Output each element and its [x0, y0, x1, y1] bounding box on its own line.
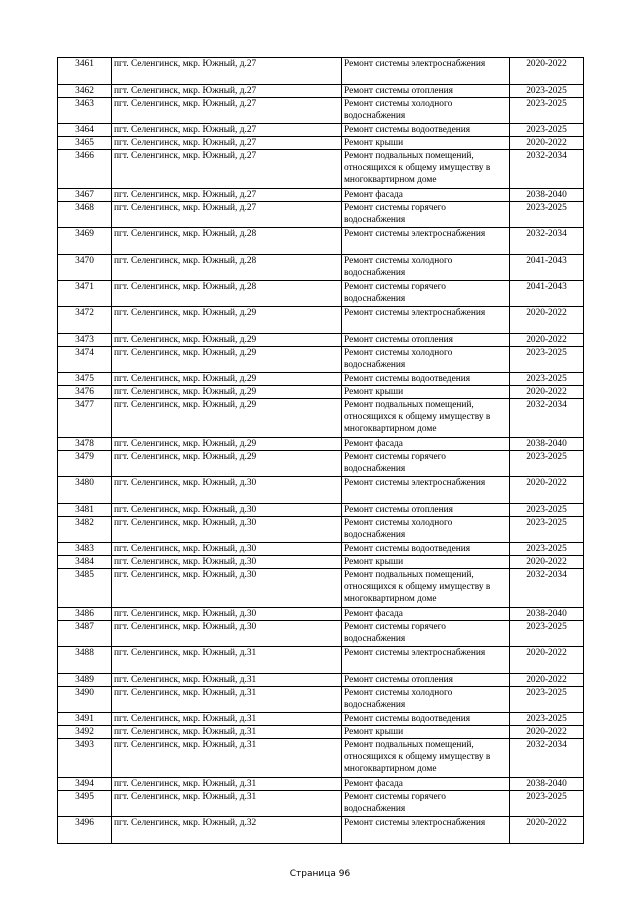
row-number: 3467 — [58, 189, 112, 202]
row-number: 3463 — [58, 98, 112, 124]
period-cell: 2020-2022 — [510, 334, 584, 347]
table-row — [58, 281, 584, 307]
table-row — [58, 621, 584, 647]
table-row — [58, 307, 584, 334]
work-type-cell: Ремонт крыши — [342, 137, 510, 150]
period-cell: 2020-2022 — [510, 58, 584, 85]
address-cell: пгт. Селенгинск, мкр. Южный, д.30 — [112, 477, 342, 504]
work-type-cell: Ремонт системы холодного водоснабжения — [342, 255, 510, 281]
period-cell: 2020-2022 — [510, 726, 584, 739]
table-row — [58, 778, 584, 791]
address-cell: пгт. Селенгинск, мкр. Южный, д.28 — [112, 228, 342, 255]
row-number: 3471 — [58, 281, 112, 307]
address-cell: пгт. Селенгинск, мкр. Южный, д.27 — [112, 85, 342, 98]
address-cell: пгт. Селенгинск, мкр. Южный, д.27 — [112, 202, 342, 228]
table-row — [58, 85, 584, 98]
table-row — [58, 137, 584, 150]
row-number: 3479 — [58, 451, 112, 477]
work-type-cell: Ремонт системы электроснабжения — [342, 477, 510, 504]
table-row — [58, 739, 584, 778]
address-cell: пгт. Селенгинск, мкр. Южный, д.31 — [112, 687, 342, 713]
work-type-cell: Ремонт фасада — [342, 189, 510, 202]
period-cell: 2020-2022 — [510, 307, 584, 334]
work-type-cell: Ремонт подвальных помещений, относящихся к общему имуществу в многоквартирном доме — [342, 569, 510, 608]
row-number: 3491 — [58, 713, 112, 726]
address-cell: пгт. Селенгинск, мкр. Южный, д.29 — [112, 307, 342, 334]
work-type-cell: Ремонт крыши — [342, 726, 510, 739]
table-row — [58, 569, 584, 608]
period-cell: 2023-2025 — [510, 791, 584, 817]
work-type-cell: Ремонт системы водоотведения — [342, 373, 510, 386]
row-number: 3494 — [58, 778, 112, 791]
work-type-cell: Ремонт крыши — [342, 556, 510, 569]
table-row — [58, 399, 584, 438]
table-row — [58, 726, 584, 739]
period-cell: 2020-2022 — [510, 477, 584, 504]
table-row — [58, 202, 584, 228]
row-number: 3462 — [58, 85, 112, 98]
period-cell: 2023-2025 — [510, 713, 584, 726]
work-type-cell: Ремонт системы горячего водоснабжения — [342, 202, 510, 228]
period-cell: 2038-2040 — [510, 189, 584, 202]
work-type-cell: Ремонт системы электроснабжения — [342, 228, 510, 255]
address-cell: пгт. Селенгинск, мкр. Южный, д.27 — [112, 150, 342, 189]
period-cell: 2020-2022 — [510, 647, 584, 674]
address-cell: пгт. Селенгинск, мкр. Южный, д.30 — [112, 543, 342, 556]
address-cell: пгт. Селенгинск, мкр. Южный, д.31 — [112, 791, 342, 817]
address-cell: пгт. Селенгинск, мкр. Южный, д.29 — [112, 373, 342, 386]
work-type-cell: Ремонт крыши — [342, 386, 510, 399]
row-number: 3496 — [58, 817, 112, 844]
address-cell: пгт. Селенгинск, мкр. Южный, д.27 — [112, 189, 342, 202]
address-cell: пгт. Селенгинск, мкр. Южный, д.30 — [112, 504, 342, 517]
address-cell: пгт. Селенгинск, мкр. Южный, д.29 — [112, 399, 342, 438]
table-row — [58, 517, 584, 543]
table-row — [58, 334, 584, 347]
row-number: 3484 — [58, 556, 112, 569]
work-type-cell: Ремонт системы отопления — [342, 674, 510, 687]
work-type-cell: Ремонт системы холодного водоснабжения — [342, 347, 510, 373]
table-row — [58, 150, 584, 189]
address-cell: пгт. Селенгинск, мкр. Южный, д.27 — [112, 58, 342, 85]
period-cell: 2038-2040 — [510, 778, 584, 791]
work-type-cell: Ремонт системы горячего водоснабжения — [342, 791, 510, 817]
row-number: 3473 — [58, 334, 112, 347]
table-row — [58, 373, 584, 386]
row-number: 3486 — [58, 608, 112, 621]
period-cell: 2023-2025 — [510, 621, 584, 647]
table-row — [58, 817, 584, 844]
address-cell: пгт. Селенгинск, мкр. Южный, д.31 — [112, 674, 342, 687]
work-type-cell: Ремонт подвальных помещений, относящихся к общему имуществу в многоквартирном доме — [342, 739, 510, 778]
address-cell: пгт. Селенгинск, мкр. Южный, д.27 — [112, 98, 342, 124]
row-number: 3493 — [58, 739, 112, 778]
row-number: 3464 — [58, 124, 112, 137]
work-type-cell: Ремонт фасада — [342, 778, 510, 791]
table-row — [58, 58, 584, 85]
row-number: 3465 — [58, 137, 112, 150]
row-number: 3488 — [58, 647, 112, 674]
repair-schedule-table — [57, 57, 584, 844]
table-row — [58, 713, 584, 726]
table-row — [58, 386, 584, 399]
table-row — [58, 228, 584, 255]
work-type-cell: Ремонт системы электроснабжения — [342, 647, 510, 674]
work-type-cell: Ремонт системы электроснабжения — [342, 817, 510, 844]
period-cell: 2032-2034 — [510, 228, 584, 255]
address-cell: пгт. Селенгинск, мкр. Южный, д.31 — [112, 647, 342, 674]
row-number: 3480 — [58, 477, 112, 504]
period-cell: 2023-2025 — [510, 124, 584, 137]
row-number: 3485 — [58, 569, 112, 608]
work-type-cell: Ремонт фасада — [342, 438, 510, 451]
work-type-cell: Ремонт подвальных помещений, относящихся к общему имуществу в многоквартирном доме — [342, 399, 510, 438]
row-number: 3472 — [58, 307, 112, 334]
address-cell: пгт. Селенгинск, мкр. Южный, д.31 — [112, 726, 342, 739]
work-type-cell: Ремонт системы холодного водоснабжения — [342, 687, 510, 713]
table-row — [58, 438, 584, 451]
period-cell: 2023-2025 — [510, 517, 584, 543]
work-type-cell: Ремонт системы электроснабжения — [342, 307, 510, 334]
period-cell: 2032-2034 — [510, 150, 584, 189]
work-type-cell: Ремонт системы отопления — [342, 85, 510, 98]
row-number: 3483 — [58, 543, 112, 556]
address-cell: пгт. Селенгинск, мкр. Южный, д.29 — [112, 347, 342, 373]
work-type-cell: Ремонт системы холодного водоснабжения — [342, 98, 510, 124]
work-type-cell: Ремонт системы электроснабжения — [342, 58, 510, 85]
address-cell: пгт. Селенгинск, мкр. Южный, д.30 — [112, 517, 342, 543]
period-cell: 2023-2025 — [510, 85, 584, 98]
address-cell: пгт. Селенгинск, мкр. Южный, д.28 — [112, 255, 342, 281]
period-cell: 2032-2034 — [510, 399, 584, 438]
address-cell: пгт. Селенгинск, мкр. Южный, д.29 — [112, 451, 342, 477]
table-row — [58, 504, 584, 517]
table-body — [58, 58, 584, 844]
table-row — [58, 687, 584, 713]
work-type-cell: Ремонт системы горячего водоснабжения — [342, 621, 510, 647]
row-number: 3461 — [58, 58, 112, 85]
period-cell: 2023-2025 — [510, 451, 584, 477]
period-cell: 2020-2022 — [510, 137, 584, 150]
row-number: 3489 — [58, 674, 112, 687]
work-type-cell: Ремонт системы отопления — [342, 504, 510, 517]
address-cell: пгт. Селенгинск, мкр. Южный, д.30 — [112, 608, 342, 621]
row-number: 3469 — [58, 228, 112, 255]
table-row — [58, 608, 584, 621]
address-cell: пгт. Селенгинск, мкр. Южный, д.30 — [112, 569, 342, 608]
table-row — [58, 647, 584, 674]
period-cell: 2023-2025 — [510, 687, 584, 713]
row-number: 3476 — [58, 386, 112, 399]
period-cell: 2023-2025 — [510, 347, 584, 373]
work-type-cell: Ремонт системы отопления — [342, 334, 510, 347]
address-cell: пгт. Селенгинск, мкр. Южный, д.27 — [112, 124, 342, 137]
table-row — [58, 347, 584, 373]
row-number: 3475 — [58, 373, 112, 386]
period-cell: 2020-2022 — [510, 556, 584, 569]
row-number: 3474 — [58, 347, 112, 373]
period-cell: 2020-2022 — [510, 674, 584, 687]
period-cell: 2041-2043 — [510, 281, 584, 307]
table-row — [58, 98, 584, 124]
address-cell: пгт. Селенгинск, мкр. Южный, д.31 — [112, 739, 342, 778]
work-type-cell: Ремонт подвальных помещений, относящихся к общему имуществу в многоквартирном доме — [342, 150, 510, 189]
table-row — [58, 451, 584, 477]
row-number: 3487 — [58, 621, 112, 647]
period-cell: 2020-2022 — [510, 386, 584, 399]
row-number: 3495 — [58, 791, 112, 817]
period-cell: 2032-2034 — [510, 569, 584, 608]
work-type-cell: Ремонт системы водоотведения — [342, 543, 510, 556]
row-number: 3468 — [58, 202, 112, 228]
row-number: 3492 — [58, 726, 112, 739]
table-row — [58, 791, 584, 817]
address-cell: пгт. Селенгинск, мкр. Южный, д.29 — [112, 386, 342, 399]
table-row — [58, 255, 584, 281]
row-number: 3478 — [58, 438, 112, 451]
row-number: 3490 — [58, 687, 112, 713]
period-cell: 2023-2025 — [510, 98, 584, 124]
work-type-cell: Ремонт системы горячего водоснабжения — [342, 281, 510, 307]
address-cell: пгт. Селенгинск, мкр. Южный, д.27 — [112, 137, 342, 150]
period-cell: 2023-2025 — [510, 373, 584, 386]
address-cell: пгт. Селенгинск, мкр. Южный, д.32 — [112, 817, 342, 844]
table-row — [58, 124, 584, 137]
period-cell: 2023-2025 — [510, 202, 584, 228]
row-number: 3482 — [58, 517, 112, 543]
table-row — [58, 189, 584, 202]
row-number: 3470 — [58, 255, 112, 281]
period-cell: 2032-2034 — [510, 739, 584, 778]
work-type-cell: Ремонт системы горячего водоснабжения — [342, 451, 510, 477]
table-row — [58, 543, 584, 556]
work-type-cell: Ремонт системы водоотведения — [342, 124, 510, 137]
period-cell: 2038-2040 — [510, 438, 584, 451]
row-number: 3481 — [58, 504, 112, 517]
row-number: 3477 — [58, 399, 112, 438]
page-number: Страница 96 — [289, 869, 351, 879]
work-type-cell: Ремонт системы холодного водоснабжения — [342, 517, 510, 543]
address-cell: пгт. Селенгинск, мкр. Южный, д.31 — [112, 778, 342, 791]
table-row — [58, 477, 584, 504]
table-row — [58, 556, 584, 569]
address-cell: пгт. Селенгинск, мкр. Южный, д.28 — [112, 281, 342, 307]
row-number: 3466 — [58, 150, 112, 189]
address-cell: пгт. Селенгинск, мкр. Южный, д.29 — [112, 334, 342, 347]
work-type-cell: Ремонт системы водоотведения — [342, 713, 510, 726]
period-cell: 2023-2025 — [510, 543, 584, 556]
address-cell: пгт. Селенгинск, мкр. Южный, д.30 — [112, 621, 342, 647]
period-cell: 2023-2025 — [510, 504, 584, 517]
address-cell: пгт. Селенгинск, мкр. Южный, д.31 — [112, 713, 342, 726]
period-cell: 2038-2040 — [510, 608, 584, 621]
table-row — [58, 674, 584, 687]
work-type-cell: Ремонт фасада — [342, 608, 510, 621]
address-cell: пгт. Селенгинск, мкр. Южный, д.30 — [112, 556, 342, 569]
address-cell: пгт. Селенгинск, мкр. Южный, д.29 — [112, 438, 342, 451]
period-cell: 2020-2022 — [510, 817, 584, 844]
period-cell: 2041-2043 — [510, 255, 584, 281]
